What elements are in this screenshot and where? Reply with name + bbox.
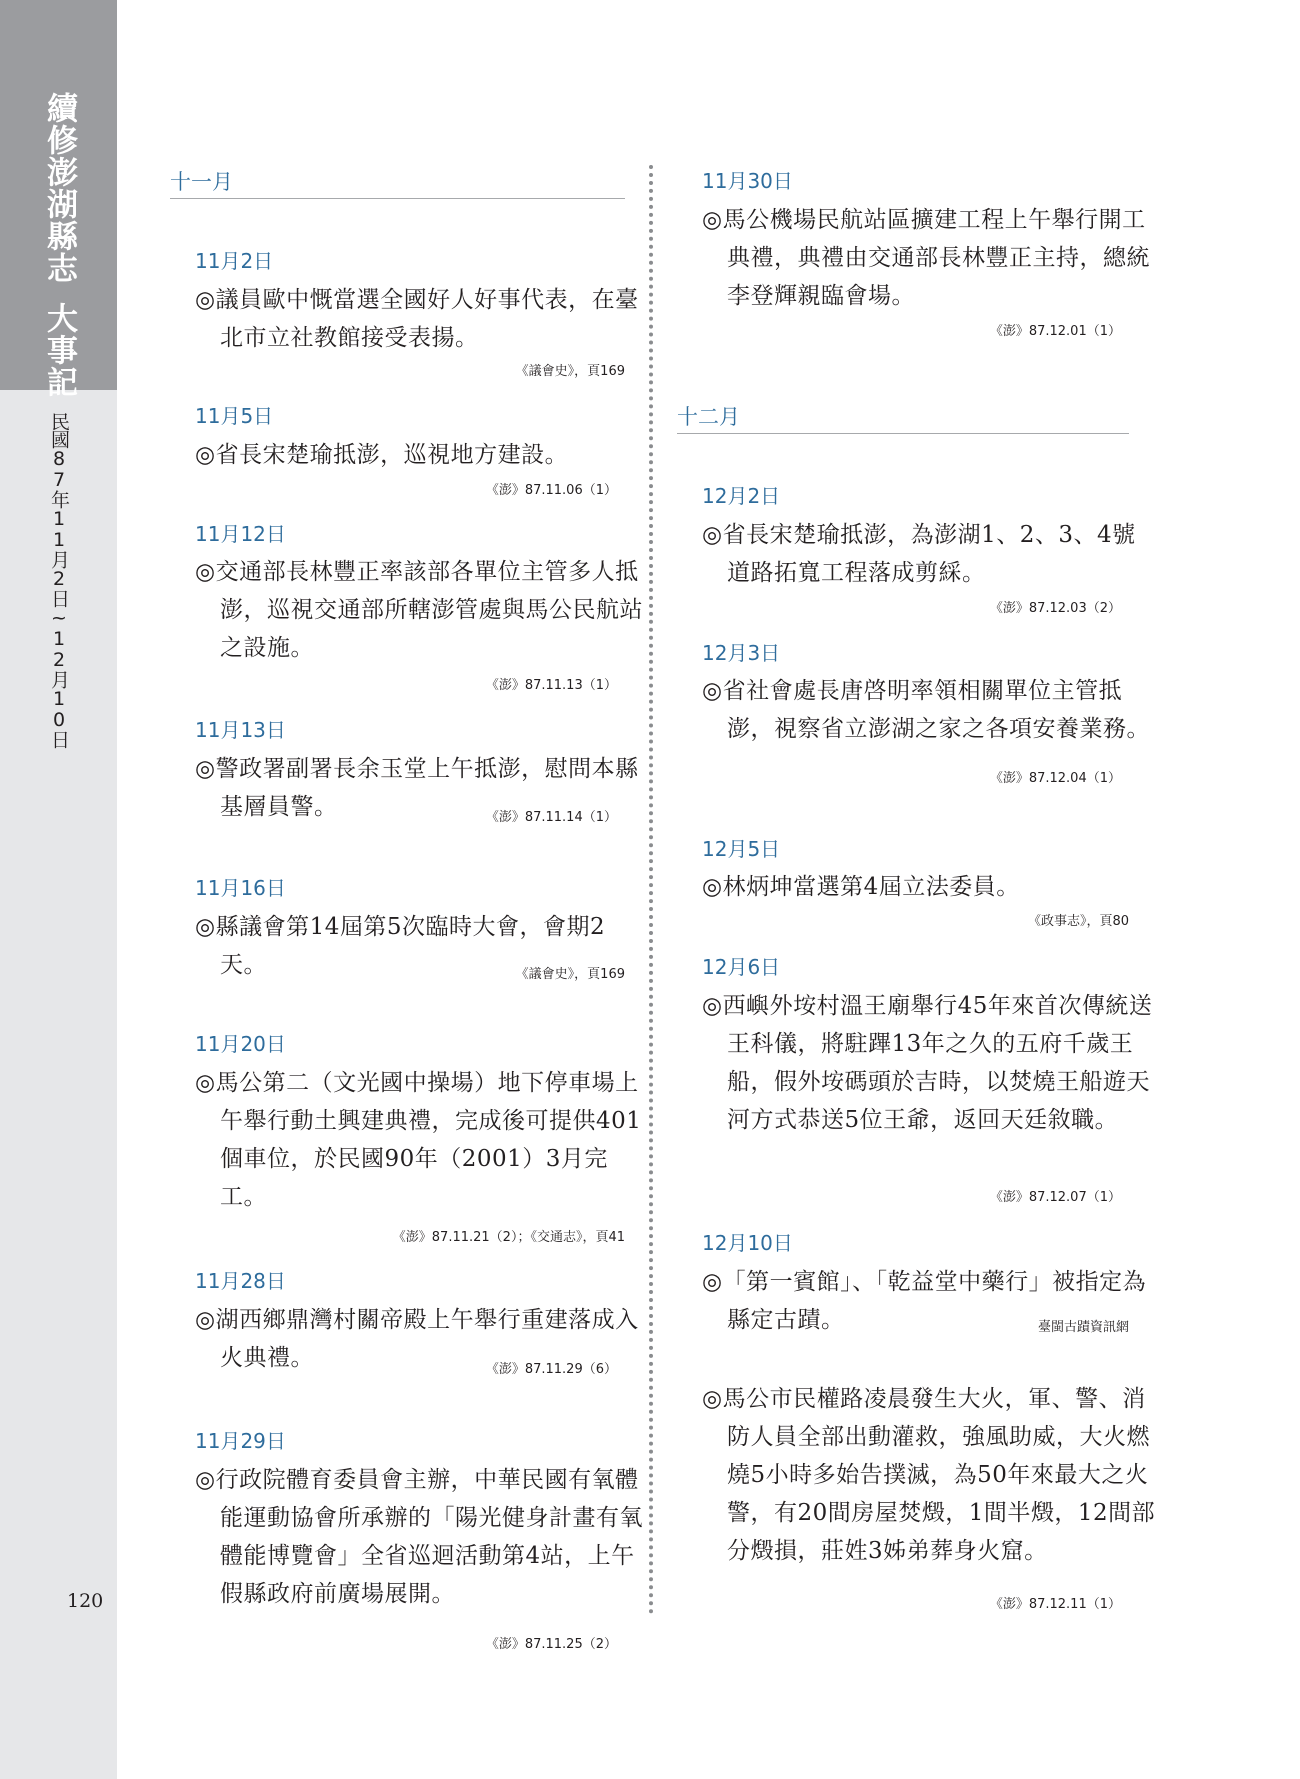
entry-text: ◎馬公第二（文光國中操場）地下停車場上午舉行動土興建典禮，完成後可提供401個車位，於民國90年（2001）3月完工。 bbox=[195, 1070, 642, 1210]
entry-text: ◎交通部長林豐正率該部各單位主管多人抵澎，巡視交通部所轄澎管處與馬公民航站之設施。 bbox=[195, 559, 643, 661]
entry-source: 《澎》87.11.13（1） bbox=[485, 678, 617, 693]
entry-date: 11月30日 bbox=[702, 169, 793, 193]
entry-date: 11月2日 bbox=[195, 249, 274, 273]
book-title-main: 續修澎湖縣志 bbox=[41, 92, 77, 284]
entry-date: 11月20日 bbox=[195, 1032, 286, 1056]
page-number: 120 bbox=[67, 1590, 104, 1612]
entry-date: 11月29日 bbox=[195, 1429, 286, 1453]
entry-date: 12月6日 bbox=[702, 955, 781, 979]
entry-date: 12月5日 bbox=[702, 837, 781, 861]
entry-text: ◎馬公市民權路凌晨發生大火，軍、警、消防人員全部出動灌救，強風助威，大火燃燒5小時多始告撲滅，為50年來最大之火警，有20間房屋焚燬，1間半燬，12間部分燬損，莊姓3姊弟葬身火窟。 bbox=[702, 1386, 1156, 1564]
entry-source: 《政事志》，頁80 bbox=[1027, 914, 1129, 929]
entry-text: ◎省長宋楚瑜抵澎，為澎湖1、2、3、4號道路拓寬工程落成剪綵。 bbox=[702, 522, 1136, 586]
entry-source: 《澎》87.11.21（2）；《交通志》，頁41 bbox=[392, 1230, 625, 1245]
entry-text: ◎警政署副署長余玉堂上午抵澎，慰問本縣基層員警。 bbox=[195, 756, 639, 820]
entry-text: ◎省長宋楚瑜抵澎，巡視地方建設。 bbox=[195, 442, 569, 468]
entry-date: 11月13日 bbox=[195, 718, 286, 742]
entry-source: 《澎》87.12.07（1） bbox=[989, 1190, 1121, 1205]
date-range-subtitle: 民國87年11月2日~12月10日 bbox=[48, 412, 70, 748]
entry-date: 12月2日 bbox=[702, 484, 781, 508]
book-title bbox=[0, 92, 117, 398]
entry-source: 《澎》87.12.03（2） bbox=[989, 601, 1121, 616]
entry-source: 《澎》87.11.14（1） bbox=[485, 810, 617, 825]
entry-text: ◎湖西鄉鼎灣村關帝殿上午舉行重建落成入火典禮。 bbox=[195, 1307, 639, 1371]
entry-source: 《澎》87.11.25（2） bbox=[485, 1637, 617, 1652]
entry-source: 臺閩古蹟資訊網 bbox=[1037, 1320, 1129, 1335]
entry-text: ◎馬公機場民航站區擴建工程上午舉行開工典禮，典禮由交通部長林豐正主持，總統李登輝親臨會場。 bbox=[702, 207, 1150, 309]
entry-source: 《議會史》，頁169 bbox=[515, 364, 625, 379]
month-heading-november: 十一月 bbox=[170, 166, 625, 199]
entry-text: ◎縣議會第14屆第5次臨時大會，會期2天。 bbox=[195, 914, 606, 978]
entry-source: 《澎》87.12.04（1） bbox=[989, 771, 1121, 786]
entry-source: 《澎》87.11.29（6） bbox=[485, 1362, 617, 1377]
entry-date: 12月10日 bbox=[702, 1231, 793, 1255]
entry-source: 《澎》87.12.01（1） bbox=[989, 324, 1121, 339]
entry-source: 《議會史》，頁169 bbox=[515, 967, 625, 982]
entry-text: ◎「第一賓館」、「乾益堂中藥行」被指定為縣定古蹟。 bbox=[702, 1269, 1147, 1333]
column-divider bbox=[649, 165, 653, 1615]
entry-date: 11月12日 bbox=[195, 522, 286, 546]
entry-source: 《澎》87.12.11（1） bbox=[989, 1597, 1121, 1612]
entry-date: 11月16日 bbox=[195, 876, 286, 900]
entry-text: ◎議員歐中慨當選全國好人好事代表，在臺北市立社教館接受表揚。 bbox=[195, 287, 639, 351]
month-heading-december: 十二月 bbox=[677, 401, 1129, 434]
entry-text: ◎省社會處長唐啓明率領相關單位主管抵澎，視察省立澎湖之家之各項安養業務。 bbox=[702, 678, 1150, 742]
entry-text: ◎行政院體育委員會主辦，中華民國有氧體能運動協會所承辦的「陽光健身計畫有氧體能博覽會」全省巡迴活動第4站，上午假縣政府前廣場展開。 bbox=[195, 1467, 643, 1607]
entry-text: ◎林炳坤當選第4屆立法委員。 bbox=[702, 874, 1020, 900]
entry-date: 12月3日 bbox=[702, 641, 781, 665]
entry-date: 11月28日 bbox=[195, 1269, 286, 1293]
entry-text: ◎西嶼外垵村溫王廟舉行45年來首次傳統送王科儀，將駐蹕13年之久的五府千歲王船，假外垵碼頭於吉時，以焚燒王船遊天河方式恭送5位王爺，返回天廷敘職。 bbox=[702, 993, 1153, 1133]
entry-source: 《澎》87.11.06（1） bbox=[485, 483, 617, 498]
book-title-section: 大事記 bbox=[41, 302, 77, 398]
entry-date: 11月5日 bbox=[195, 404, 274, 428]
